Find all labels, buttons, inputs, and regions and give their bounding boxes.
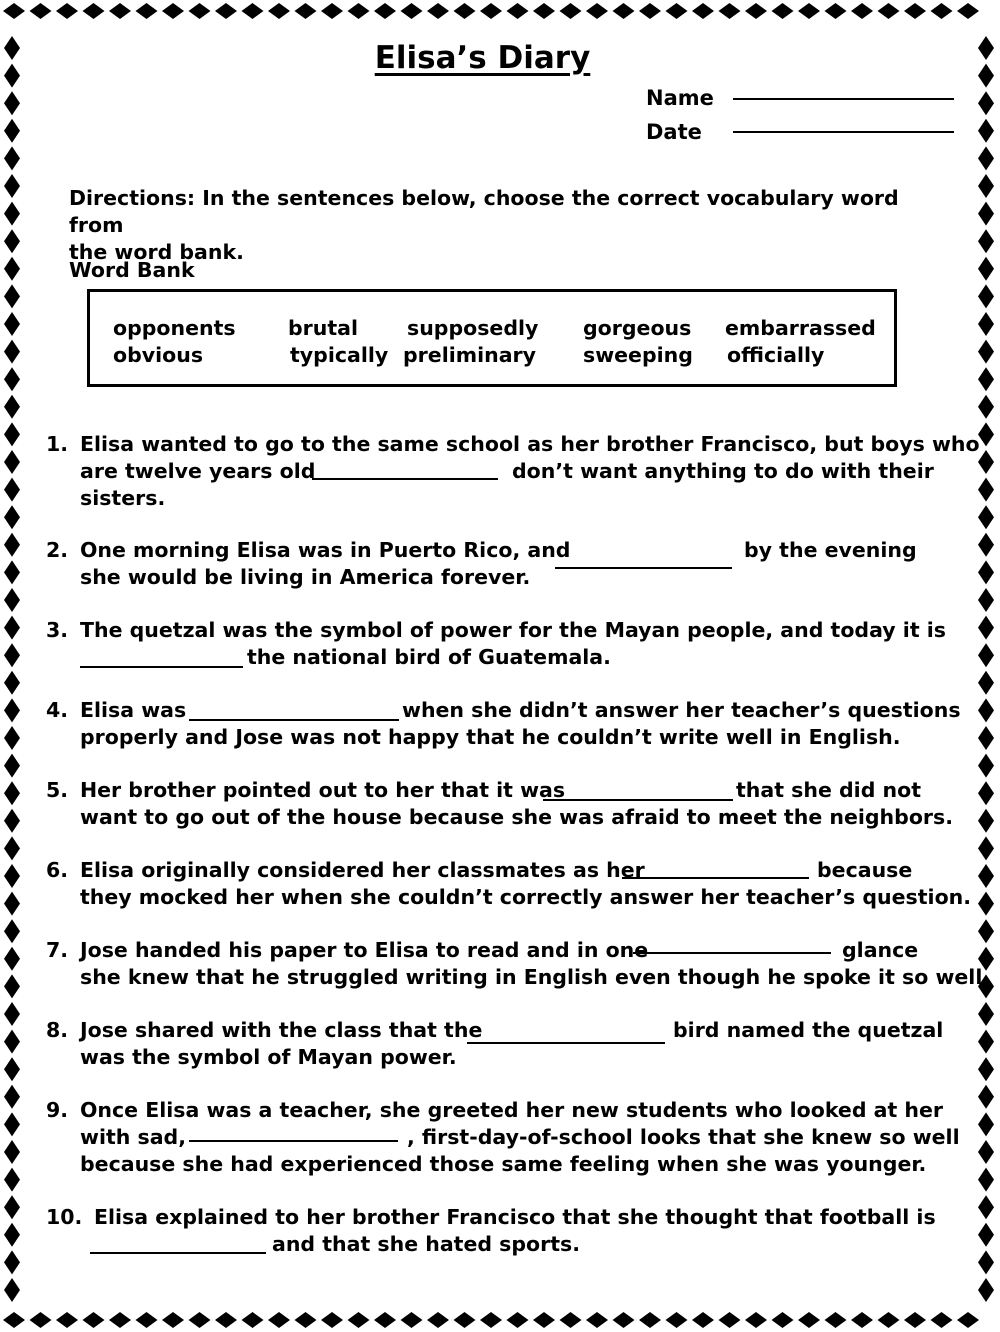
question-text: properly and Jose was not happy that he couldn’t write well in English.: [80, 725, 901, 749]
question-text: by the evening: [744, 538, 917, 562]
border-diamond: [136, 1312, 158, 1328]
border-diamond: [957, 1312, 979, 1328]
question-text: Elisa explained to her brother Francisco that she thought that football is: [94, 1205, 936, 1229]
border-diamond: [978, 257, 994, 281]
border-diamond: [4, 91, 20, 115]
border-diamond: [4, 146, 20, 170]
question-text: that she did not: [736, 778, 921, 802]
border-diamond: [978, 1250, 994, 1274]
word-bank-word: brutal: [288, 316, 359, 340]
border-diamond: [666, 1312, 688, 1328]
border-diamond: [978, 616, 994, 640]
border-diamond: [4, 257, 20, 281]
border-diamond: [4, 1195, 20, 1219]
question-text: sisters.: [80, 486, 166, 510]
border-diamond: [851, 1312, 873, 1328]
border-diamond: [4, 1168, 20, 1192]
border-diamond: [321, 1312, 343, 1328]
question-text: when she didn’t answer her teacher’s questions: [402, 698, 961, 722]
border-diamond: [3, 1312, 25, 1328]
border-diamond: [978, 781, 994, 805]
question-number: 7.: [46, 938, 69, 962]
border-diamond: [978, 1030, 994, 1054]
border-diamond: [401, 1312, 423, 1328]
border-diamond: [560, 3, 582, 19]
question-number: 6.: [46, 858, 69, 882]
border-diamond: [4, 947, 20, 971]
question-text: Elisa originally considered her classmates as her: [80, 858, 645, 882]
border-diamond: [613, 1312, 635, 1328]
border-diamond: [348, 3, 370, 19]
question-text: with sad,: [80, 1125, 186, 1149]
answer-blank[interactable]: [80, 666, 243, 668]
border-diamond: [978, 698, 994, 722]
border-diamond: [4, 754, 20, 778]
border-diamond: [978, 450, 994, 474]
border-diamond: [109, 1312, 131, 1328]
border-diamond: [745, 3, 767, 19]
border-diamond: [978, 284, 994, 308]
directions-line: Directions: In the sentences below, choose the correct vocabulary word from: [69, 186, 899, 237]
border-diamond: [978, 533, 994, 557]
question-text: Elisa wanted to go to the same school as her brother Francisco, but boys who: [80, 432, 980, 456]
border-diamond: [4, 367, 20, 391]
border-diamond: [4, 1112, 20, 1136]
border-diamond: [4, 616, 20, 640]
border-diamond: [978, 1002, 994, 1026]
border-diamond: [4, 836, 20, 860]
directions: [69, 185, 949, 266]
border-diamond: [321, 3, 343, 19]
border-diamond: [878, 1312, 900, 1328]
word-bank-word: opponents: [113, 316, 236, 340]
border-diamond: [4, 1140, 20, 1164]
border-diamond: [978, 229, 994, 253]
border-diamond: [978, 892, 994, 916]
border-diamond: [978, 1195, 994, 1219]
border-diamond: [978, 588, 994, 612]
border-diamond: [4, 505, 20, 529]
date-field-line[interactable]: [733, 131, 954, 133]
border-diamond: [825, 3, 847, 19]
border-diamond: [4, 809, 20, 833]
border-diamond: [798, 1312, 820, 1328]
border-diamond: [978, 202, 994, 226]
border-diamond: [189, 3, 211, 19]
border-diamond: [613, 3, 635, 19]
border-diamond: [4, 202, 20, 226]
border-diamond: [348, 1312, 370, 1328]
border-diamond: [978, 478, 994, 502]
border-diamond: [978, 560, 994, 584]
answer-blank[interactable]: [555, 567, 732, 569]
answer-blank[interactable]: [189, 719, 399, 721]
question-text: bird named the quetzal: [673, 1018, 944, 1042]
border-diamond: [978, 1223, 994, 1247]
question-text: because she had experienced those same feeling when she was younger.: [80, 1152, 927, 1176]
border-diamond: [4, 422, 20, 446]
border-diamond: [480, 3, 502, 19]
border-diamond: [978, 367, 994, 391]
border-diamond: [4, 1223, 20, 1247]
border-diamond: [427, 3, 449, 19]
border-diamond: [189, 1312, 211, 1328]
border-diamond: [978, 726, 994, 750]
border-diamond: [454, 1312, 476, 1328]
border-diamond: [401, 3, 423, 19]
question-text: the national bird of Guatemala.: [247, 645, 611, 669]
border-diamond: [109, 3, 131, 19]
border-diamond: [978, 919, 994, 943]
border-diamond: [978, 1278, 994, 1302]
border-diamond: [978, 754, 994, 778]
border-diamond: [719, 3, 741, 19]
question-text: Her brother pointed out to her that it was: [80, 778, 566, 802]
border-diamond: [268, 1312, 290, 1328]
border-diamond: [427, 1312, 449, 1328]
border-diamond: [4, 974, 20, 998]
question-text: glance: [842, 938, 919, 962]
border-diamond: [215, 3, 237, 19]
border-diamond: [374, 3, 396, 19]
answer-blank[interactable]: [312, 478, 498, 480]
answer-blank[interactable]: [622, 877, 809, 879]
question-text: Jose shared with the class that the: [80, 1018, 483, 1042]
border-diamond: [639, 1312, 661, 1328]
border-diamond: [268, 3, 290, 19]
border-diamond: [4, 533, 20, 557]
border-diamond: [978, 64, 994, 88]
border-diamond: [374, 1312, 396, 1328]
border-diamond: [978, 809, 994, 833]
border-diamond: [4, 312, 20, 336]
border-diamond: [4, 781, 20, 805]
question-text: Elisa was: [80, 698, 187, 722]
answer-blank[interactable]: [189, 1140, 398, 1142]
answer-blank[interactable]: [90, 1252, 266, 1254]
border-diamond: [4, 892, 20, 916]
question-text: The quetzal was the symbol of power for the Mayan people, and today it is: [80, 618, 946, 642]
border-diamond: [4, 450, 20, 474]
border-diamond: [507, 3, 529, 19]
question-text: they mocked her when she couldn’t correctly answer her teacher’s question.: [80, 885, 972, 909]
border-diamond: [978, 1168, 994, 1192]
question-number: 5.: [46, 778, 69, 802]
border-diamond: [904, 1312, 926, 1328]
border-diamond: [242, 1312, 264, 1328]
border-diamond: [639, 3, 661, 19]
border-diamond: [454, 3, 476, 19]
border-diamond: [4, 1278, 20, 1302]
border-diamond: [136, 3, 158, 19]
question-number: 10.: [46, 1205, 83, 1229]
border-diamond: [295, 3, 317, 19]
question-number: 1.: [46, 432, 69, 456]
border-diamond: [162, 1312, 184, 1328]
border-diamond: [56, 1312, 78, 1328]
border-diamond: [4, 284, 20, 308]
border-diamond: [3, 3, 25, 19]
question-text: and that she hated sports.: [272, 1232, 581, 1256]
question-text: she knew that he struggled writing in English even though he spoke it so well.: [80, 965, 991, 989]
border-diamond: [4, 1030, 20, 1054]
border-diamond: [978, 1112, 994, 1136]
border-diamond: [978, 146, 994, 170]
word-bank-word: sweeping: [583, 343, 693, 367]
border-diamond: [4, 588, 20, 612]
border-diamond: [162, 3, 184, 19]
border-diamond: [978, 836, 994, 860]
border-diamond: [4, 643, 20, 667]
border-diamond: [4, 671, 20, 695]
border-diamond: [978, 422, 994, 446]
border-diamond: [978, 505, 994, 529]
question-number: 2.: [46, 538, 69, 562]
border-diamond: [978, 119, 994, 143]
border-diamond: [30, 3, 52, 19]
border-diamond: [30, 1312, 52, 1328]
word-bank-word: officially: [727, 343, 825, 367]
border-diamond: [83, 3, 105, 19]
word-bank-word: typically: [290, 343, 389, 367]
border-diamond: [978, 1140, 994, 1164]
question-text: want to go out of the house because she was afraid to meet the neighbors.: [80, 805, 954, 829]
border-diamond: [4, 864, 20, 888]
name-label: Name: [646, 86, 714, 110]
word-bank-word: supposedly: [407, 316, 539, 340]
word-bank-word: embarrassed: [725, 316, 876, 340]
border-diamond: [480, 1312, 502, 1328]
question-text: are twelve years old: [80, 459, 316, 483]
border-diamond: [4, 1085, 20, 1109]
name-field-line[interactable]: [733, 98, 954, 100]
answer-blank[interactable]: [633, 952, 831, 954]
border-diamond: [978, 1057, 994, 1081]
word-bank-word: gorgeous: [583, 316, 692, 340]
border-diamond: [586, 1312, 608, 1328]
directions-line: the word bank.: [69, 240, 244, 264]
border-diamond: [978, 340, 994, 364]
border-diamond: [56, 3, 78, 19]
question-text: was the symbol of Mayan power.: [80, 1045, 457, 1069]
border-diamond: [978, 174, 994, 198]
question-number: 9.: [46, 1098, 69, 1122]
border-diamond: [4, 1250, 20, 1274]
question-text: One morning Elisa was in Puerto Rico, and: [80, 538, 571, 562]
border-diamond: [772, 1312, 794, 1328]
question-text: she would be living in America forever.: [80, 565, 531, 589]
border-diamond: [533, 3, 555, 19]
border-diamond: [851, 3, 873, 19]
border-diamond: [692, 1312, 714, 1328]
border-diamond: [4, 698, 20, 722]
question-number: 8.: [46, 1018, 69, 1042]
question-number: 3.: [46, 618, 69, 642]
worksheet-title: Elisa’s Diary: [374, 40, 591, 76]
border-diamond: [83, 1312, 105, 1328]
border-diamond: [978, 864, 994, 888]
border-diamond: [4, 919, 20, 943]
answer-blank[interactable]: [543, 799, 733, 801]
border-diamond: [957, 3, 979, 19]
border-diamond: [295, 1312, 317, 1328]
border-diamond: [560, 1312, 582, 1328]
border-diamond: [4, 1002, 20, 1026]
question-text: Jose handed his paper to Elisa to read and in one: [80, 938, 649, 962]
question-number: 4.: [46, 698, 69, 722]
border-diamond: [931, 1312, 953, 1328]
border-diamond: [4, 1057, 20, 1081]
word-bank-heading: Word Bank: [69, 258, 195, 282]
border-diamond: [825, 1312, 847, 1328]
border-diamond: [4, 119, 20, 143]
border-diamond: [931, 3, 953, 19]
border-diamond: [666, 3, 688, 19]
border-diamond: [4, 174, 20, 198]
border-diamond: [978, 91, 994, 115]
border-diamond: [798, 3, 820, 19]
answer-blank[interactable]: [467, 1042, 665, 1044]
border-diamond: [242, 3, 264, 19]
question-text: because: [817, 858, 913, 882]
border-diamond: [745, 1312, 767, 1328]
word-bank-word: obvious: [113, 343, 204, 367]
border-diamond: [978, 36, 994, 60]
border-diamond: [904, 3, 926, 19]
word-bank-box: [87, 289, 897, 387]
question-text: , first-day-of-school looks that she knew so well: [407, 1125, 960, 1149]
border-diamond: [533, 1312, 555, 1328]
border-diamond: [215, 1312, 237, 1328]
border-diamond: [507, 1312, 529, 1328]
border-diamond: [978, 312, 994, 336]
border-diamond: [4, 478, 20, 502]
border-diamond: [772, 3, 794, 19]
border-diamond: [4, 395, 20, 419]
border-diamond: [692, 3, 714, 19]
border-diamond: [586, 3, 608, 19]
word-bank-word: preliminary: [403, 343, 537, 367]
border-diamond: [978, 1085, 994, 1109]
border-diamond: [4, 726, 20, 750]
border-diamond: [978, 643, 994, 667]
border-diamond: [4, 340, 20, 364]
border-diamond: [719, 1312, 741, 1328]
border-diamond: [978, 671, 994, 695]
border-diamond: [4, 560, 20, 584]
question-text: don’t want anything to do with their: [512, 459, 934, 483]
border-diamond: [978, 395, 994, 419]
border-diamond: [878, 3, 900, 19]
date-label: Date: [646, 120, 702, 144]
question-text: Once Elisa was a teacher, she greeted her new students who looked at her: [80, 1098, 944, 1122]
border-diamond: [4, 229, 20, 253]
